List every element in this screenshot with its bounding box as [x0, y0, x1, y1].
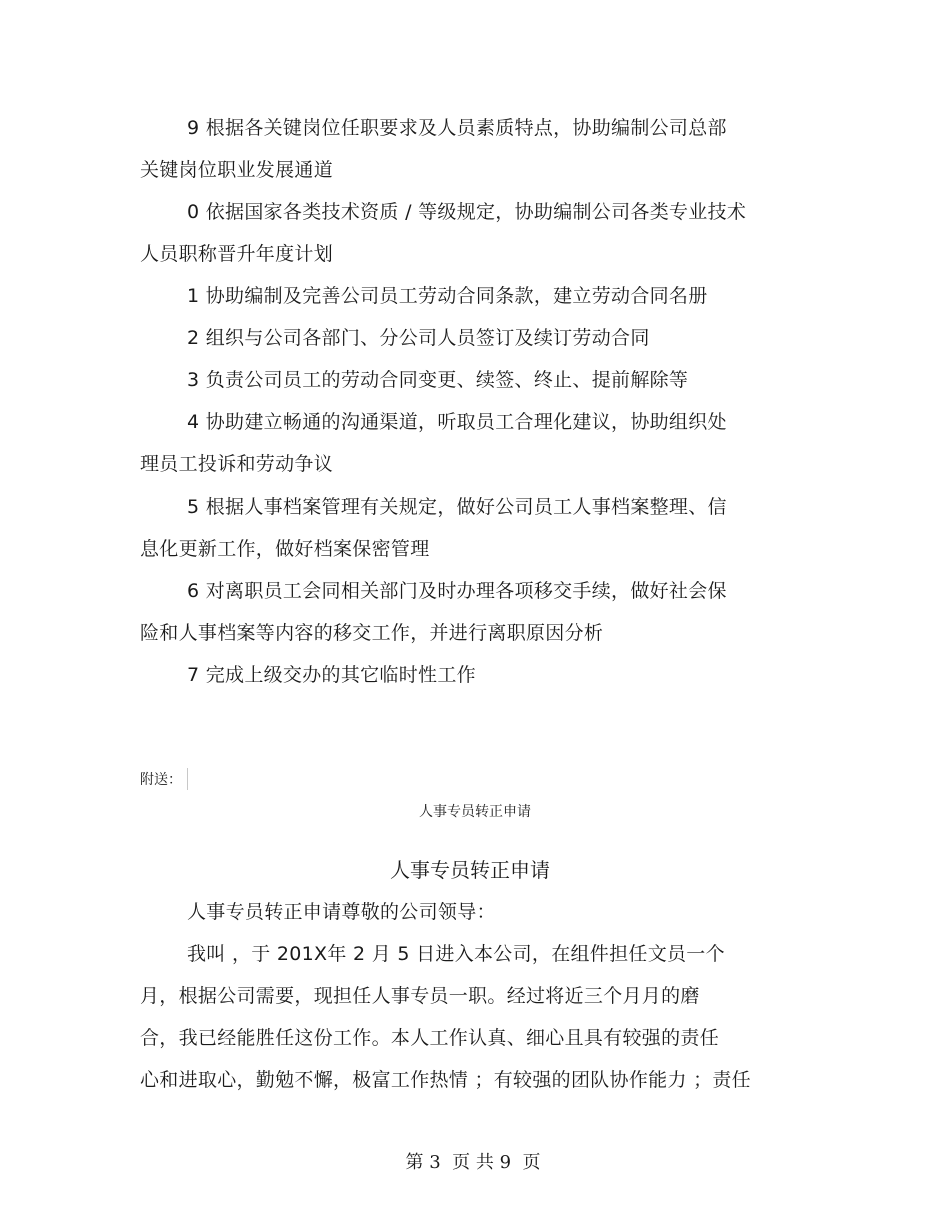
list-item-continuation: 人员职称晋升年度计划 [140, 243, 334, 265]
list-item-continuation: 关键岗位职业发展通道 [140, 159, 334, 181]
page-footer: 第 3 页 共 9 页 [405, 1152, 541, 1173]
letter-body-line: 月，根据公司需要，现担任人事专员一职。经过将近三个月月的磨 [140, 985, 700, 1007]
appendix-small-title: 人事专员转正申请 [419, 804, 531, 820]
list-item-continuation: 险和人事档案等内容的移交工作，并进行离职原因分析 [140, 622, 604, 644]
appendix-divider [187, 768, 188, 790]
letter-salutation: 人事专员转正申请尊敬的公司领导： [187, 901, 496, 923]
list-item: 2 组织与公司各部门、分公司人员签订及续订劳动合同 [187, 327, 650, 349]
list-item: 9 根据各关键岗位任职要求及人员素质特点，协助编制公司总部 [187, 117, 727, 139]
list-item: 1 协助编制及完善公司员工劳动合同条款，建立劳动合同名册 [187, 285, 708, 307]
letter-body-line: 合，我已经能胜任这份工作。本人工作认真、细心且具有较强的责任 [140, 1027, 720, 1049]
letter-body-line: 我叫 ，于 201X年 2 月 5 日进入本公司，在组件担任文员一个 [187, 943, 725, 965]
list-item: 3 负责公司员工的劳动合同变更、续签、终止、提前解除等 [187, 369, 689, 391]
list-item-continuation: 息化更新工作，做好档案保密管理 [140, 538, 430, 560]
list-item: 5 根据人事档案管理有关规定，做好公司员工人事档案整理、信 [187, 496, 727, 518]
list-item: 0 依据国家各类技术资质 / 等级规定，协助编制公司各类专业技术 [187, 201, 747, 223]
letter-body-line: 心和进取心，勤勉不懈，极富工作热情 ；有较强的团队协作能力 ；责任 [140, 1069, 751, 1091]
appendix-label: 附送： [140, 772, 182, 788]
list-item: 4 协助建立畅通的沟通渠道，听取员工合理化建议，协助组织处 [187, 411, 727, 433]
list-item-continuation: 理员工投诉和劳动争议 [140, 453, 334, 475]
list-item: 6 对离职员工会同相关部门及时办理各项移交手续，做好社会保 [187, 580, 727, 602]
list-item: 7 完成上级交办的其它临时性工作 [187, 664, 476, 686]
letter-title: 人事专员转正申请 [390, 858, 550, 882]
